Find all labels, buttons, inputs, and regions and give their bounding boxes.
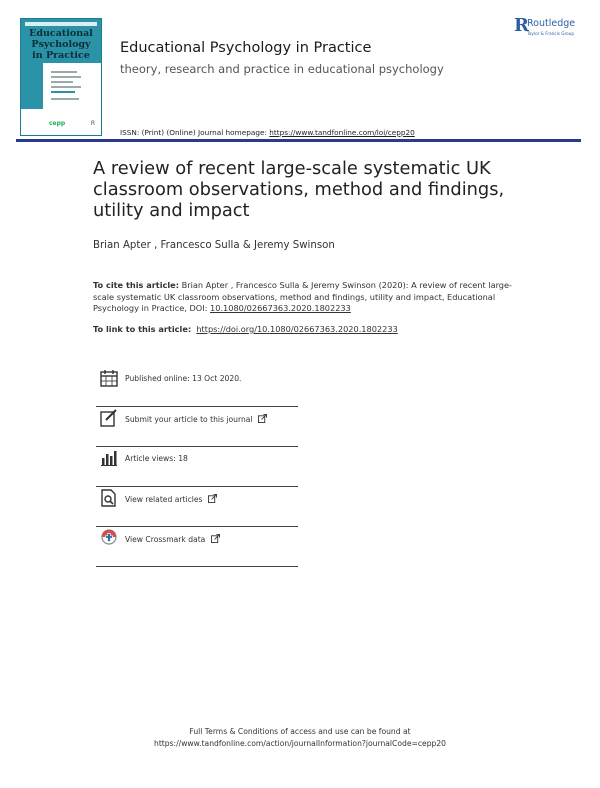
publisher-name: Routledge — [527, 18, 576, 29]
journal-homepage-link[interactable]: https://www.tandfonline.com/loi/cepp20 — [269, 128, 415, 137]
article-authors: Brian Apter , Francesco Sulla & Jeremy Swinson — [93, 240, 335, 251]
cover-title-line: Psychology — [31, 39, 91, 50]
article-doi-url[interactable]: https://doi.org/10.1080/02667363.2020.1802233 — [196, 324, 398, 334]
cover-text-line — [51, 81, 73, 83]
terms-footer — [0, 726, 600, 750]
article-views: Article views: 18 — [125, 454, 188, 463]
document-search-icon — [100, 489, 118, 507]
publisher-tagline: Taylor & Francis Group — [527, 31, 575, 36]
cover-text-line — [51, 86, 81, 88]
article-link-row — [93, 324, 398, 334]
cover-text-line — [51, 71, 77, 73]
cover-header-strip — [25, 22, 97, 26]
submit-article-link[interactable] — [125, 414, 267, 424]
citation-block — [93, 280, 513, 315]
cover-title — [21, 28, 101, 61]
citation-doi-link[interactable]: 10.1080/02667363.2020.1802233 — [210, 303, 351, 314]
routledge-r-icon: R — [514, 15, 529, 36]
article-title: A review of recent large-scale systematic UK classroom observations, method and findings, utility and impact — [93, 158, 505, 221]
terms-url[interactable]: https://www.tandfonline.com/action/journalInformation?journalCode=cepp20 — [154, 739, 446, 748]
cover-publisher-mark: cepp — [49, 120, 66, 127]
cover-panel — [43, 63, 101, 109]
cover-text-line — [51, 98, 79, 100]
journal-title: Educational Psychology in Practice — [120, 40, 372, 56]
article-link-label: To link to this article: — [93, 324, 192, 334]
journal-cover — [20, 18, 102, 136]
cover-footer — [21, 109, 101, 135]
edit-icon — [100, 409, 118, 427]
views-row — [96, 446, 298, 487]
header-divider — [16, 139, 581, 142]
related-articles-link[interactable] — [125, 494, 217, 504]
related-articles-label: View related articles — [125, 495, 203, 504]
cover-title-line: Educational — [29, 28, 93, 39]
bar-chart-icon — [100, 449, 118, 467]
crossmark-row[interactable] — [96, 526, 298, 567]
external-link-icon — [258, 414, 267, 423]
external-link-icon — [211, 534, 220, 543]
cover-r-logo-icon: R — [90, 120, 95, 127]
crossmark-label: View Crossmark data — [125, 535, 206, 544]
published-row — [96, 366, 298, 407]
published-date: Published online: 13 Oct 2020. — [125, 374, 242, 383]
submit-article-label: Submit your article to this journal — [125, 415, 253, 424]
issn-label: ISSN: (Print) (Online) Journal homepage: — [120, 128, 267, 137]
journal-subtitle: theory, research and practice in educational psychology — [120, 62, 444, 76]
cover-text-line — [51, 91, 75, 93]
external-link-icon — [208, 494, 217, 503]
calendar-icon — [100, 369, 118, 387]
citation-label: To cite this article: — [93, 280, 179, 290]
cover-text-line — [51, 76, 81, 78]
submit-row[interactable] — [96, 406, 298, 447]
terms-text: Full Terms & Conditions of access and use can be found at — [189, 727, 411, 736]
crossmark-link[interactable] — [125, 534, 220, 544]
citation-text: Brian Apter , Francesco Sulla & Jeremy Swinson (2020): A review of recent large-scale systematic UK classroom observations, method and findings, utility and impact, Educational Psychology in Practice, DOI: — [93, 280, 512, 314]
crossmark-icon — [100, 529, 118, 547]
issn-line — [120, 128, 415, 137]
related-row[interactable] — [96, 486, 298, 527]
cover-title-line: in Practice — [32, 50, 90, 61]
